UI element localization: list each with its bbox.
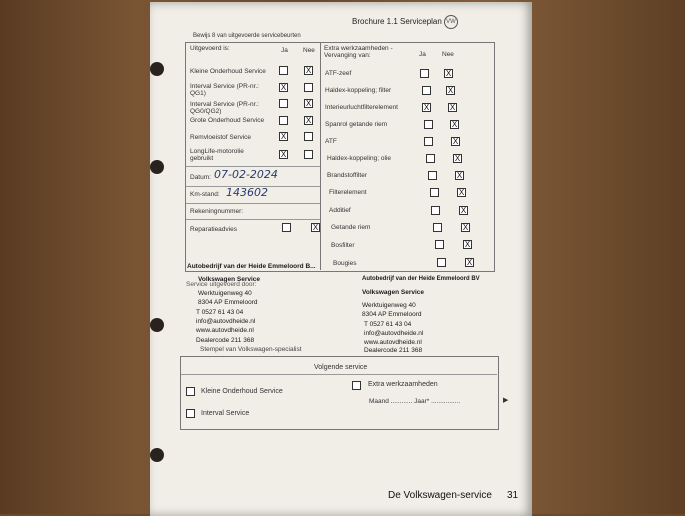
right-row-no-checkbox[interactable]: X (460, 206, 467, 215)
km-label: Km-stand: (190, 191, 220, 198)
left-row-yes-checkbox[interactable] (279, 66, 288, 75)
right-col-yes: Ja (419, 51, 426, 58)
stamp-right-brand: Volkswagen Service (362, 289, 425, 296)
right-row-label: Spanrol getande riem (325, 121, 388, 128)
right-row-label: Additief (329, 207, 351, 214)
right-row-no-checkbox[interactable]: X (454, 154, 461, 163)
binder-hole (150, 318, 164, 332)
left-row-label: Grote Onderhoud Service (190, 117, 265, 124)
right-row-yes-checkbox[interactable] (430, 188, 439, 197)
rekening-label: Rekeningnummer: (190, 208, 244, 215)
right-row-yes-checkbox[interactable] (431, 206, 440, 215)
page-header: Brochure 1.1 Serviceplan (352, 17, 442, 26)
next-service-title: Volgende service (314, 364, 368, 371)
right-row-no-checkbox[interactable]: X (464, 240, 471, 249)
stamp-left-brand: Volkswagen Service (198, 276, 261, 283)
binder-hole (150, 62, 164, 76)
stamp-right-company: Autobedrijf van der Heide Emmeloord BV (362, 276, 480, 282)
next-kleine-label: Kleine Onderhoud Service (201, 388, 283, 395)
stamp-caption: Stempel van Volkswagen-specialist (200, 346, 302, 353)
next-month-year: Maand ............ Jaar* ................ (369, 398, 461, 405)
left-col-yes: Ja (281, 47, 288, 54)
left-row-label: LongLife-motorolie gebruikt (190, 148, 244, 162)
stamp-left-email: info@autovdheide.nl (196, 318, 256, 325)
right-row-label: ATF-zeef (325, 70, 352, 77)
right-row-no-checkbox[interactable]: X (466, 258, 473, 267)
right-row-no-checkbox[interactable]: X (458, 188, 465, 197)
next-extra-label: Extra werkzaamheden (368, 381, 438, 388)
right-row-yes-checkbox[interactable] (426, 154, 435, 163)
stamp-left-company: Autobedrijf van der Heide Emmeloord B... (187, 263, 316, 270)
stamp-right-city: 8304 AP Emmeloord (362, 311, 422, 318)
right-row-yes-checkbox[interactable] (424, 137, 433, 146)
reparatie-yes-checkbox[interactable] (282, 223, 291, 232)
left-row-yes-checkbox[interactable]: X (280, 150, 287, 159)
right-row-label: Interieurluchtfilterelement (325, 104, 398, 111)
right-row-label: Getande riem (331, 224, 371, 231)
right-row-label: Haldex-koppeling; filter (325, 87, 392, 94)
right-row-label: Filterelement (329, 189, 367, 196)
right-row-yes-checkbox[interactable] (420, 69, 429, 78)
left-row-yes-checkbox[interactable] (279, 116, 288, 125)
stamp-left-street: Werktuigenweg 40 (198, 290, 252, 297)
right-row-yes-checkbox[interactable] (435, 240, 444, 249)
reparatie-no-checkbox[interactable]: X (312, 223, 319, 232)
stamp-left-city: 8304 AP Emmeloord (198, 299, 258, 306)
right-row-label: Bougies (333, 260, 357, 267)
datum-value[interactable]: 07-02-2024 (214, 168, 278, 181)
left-row-label: Remvloeistof Service (190, 134, 252, 141)
stamp-left-printed: Service uitgevoerd door: (186, 281, 257, 288)
right-row-no-checkbox[interactable]: X (452, 137, 459, 146)
right-row-yes-checkbox[interactable] (433, 223, 442, 232)
binder-hole (150, 160, 164, 174)
left-row-label: Interval Service (PR-nr.: QG0/QG2) (190, 101, 259, 115)
right-row-no-checkbox[interactable]: X (462, 223, 469, 232)
row-divider (186, 219, 320, 220)
datum-label: Datum: (190, 174, 211, 181)
stamp-right-street: Werktuigenweg 40 (362, 302, 416, 309)
left-row-yes-checkbox[interactable]: X (280, 132, 287, 141)
right-row-yes-checkbox[interactable] (437, 258, 446, 267)
stamp-right-phone: T 0527 61 43 04 (364, 321, 412, 328)
right-row-no-checkbox[interactable]: X (456, 171, 463, 180)
stamp-right-web: www.autovdheide.nl (364, 339, 422, 346)
binder-hole (150, 448, 164, 462)
row-divider (186, 166, 320, 167)
left-row-yes-checkbox[interactable] (279, 99, 288, 108)
table-divider (320, 42, 321, 270)
right-row-yes-checkbox[interactable] (424, 120, 433, 129)
left-row-no-checkbox[interactable] (304, 132, 313, 141)
next-interval-checkbox[interactable] (186, 409, 195, 418)
right-row-yes-checkbox[interactable] (428, 171, 437, 180)
right-row-no-checkbox[interactable]: X (449, 103, 456, 112)
stamp-left-phone: T 0527 61 43 04 (196, 309, 244, 316)
right-row-label: ATF (325, 138, 337, 145)
right-row-label: Brandstoffilter (327, 172, 367, 179)
left-row-label: Interval Service (PR-nr.: QG1) (190, 83, 259, 97)
vw-logo-icon: VW (444, 15, 458, 29)
left-row-no-checkbox[interactable]: X (305, 66, 312, 75)
right-row-no-checkbox[interactable]: X (445, 69, 452, 78)
left-col-no: Nee (303, 47, 315, 54)
left-row-no-checkbox[interactable] (304, 150, 313, 159)
right-col-no: Nee (442, 51, 454, 58)
left-row-label: Kleine Onderhoud Service (190, 68, 266, 75)
right-row-yes-checkbox[interactable] (422, 86, 431, 95)
stamp-right-email: info@autovdheide.nl (364, 330, 424, 337)
right-col-title: Extra werkzaamheden - Vervanging van: (324, 45, 393, 59)
left-row-no-checkbox[interactable]: X (305, 99, 312, 108)
next-interval-label: Interval Service (201, 410, 250, 417)
right-row-no-checkbox[interactable]: X (451, 120, 458, 129)
left-row-yes-checkbox[interactable]: X (280, 83, 287, 92)
row-divider (186, 203, 320, 204)
stamp-left-web: www.autovdheide.nl (196, 327, 254, 334)
footer-section: De Volkswagen-service (388, 490, 492, 501)
reparatie-label: Reparatieadvies (190, 226, 237, 233)
next-kleine-checkbox[interactable] (186, 387, 195, 396)
left-col-title: Uitgevoerd is: (190, 45, 230, 52)
right-row-label: Bosfilter (331, 242, 355, 249)
stamp-left-dealer: Dealercode 211 368 (196, 337, 255, 344)
right-row-label: Haldex-koppeling; olie (327, 155, 391, 162)
stamp-right-dealer: Dealercode 211 368 (364, 347, 423, 354)
km-value[interactable]: 143602 (226, 186, 268, 199)
row-divider (181, 374, 497, 375)
page-subtitle: Bewijs 8 van uitgevoerde servicebeurten (193, 33, 301, 39)
page-number: 31 (507, 490, 519, 501)
left-row-no-checkbox[interactable]: X (305, 116, 312, 125)
next-extra-checkbox[interactable] (352, 381, 361, 390)
play-arrow-icon: ▶ (503, 397, 509, 404)
right-row-yes-checkbox[interactable]: X (423, 103, 430, 112)
right-row-no-checkbox[interactable]: X (447, 86, 454, 95)
left-row-no-checkbox[interactable] (304, 83, 313, 92)
